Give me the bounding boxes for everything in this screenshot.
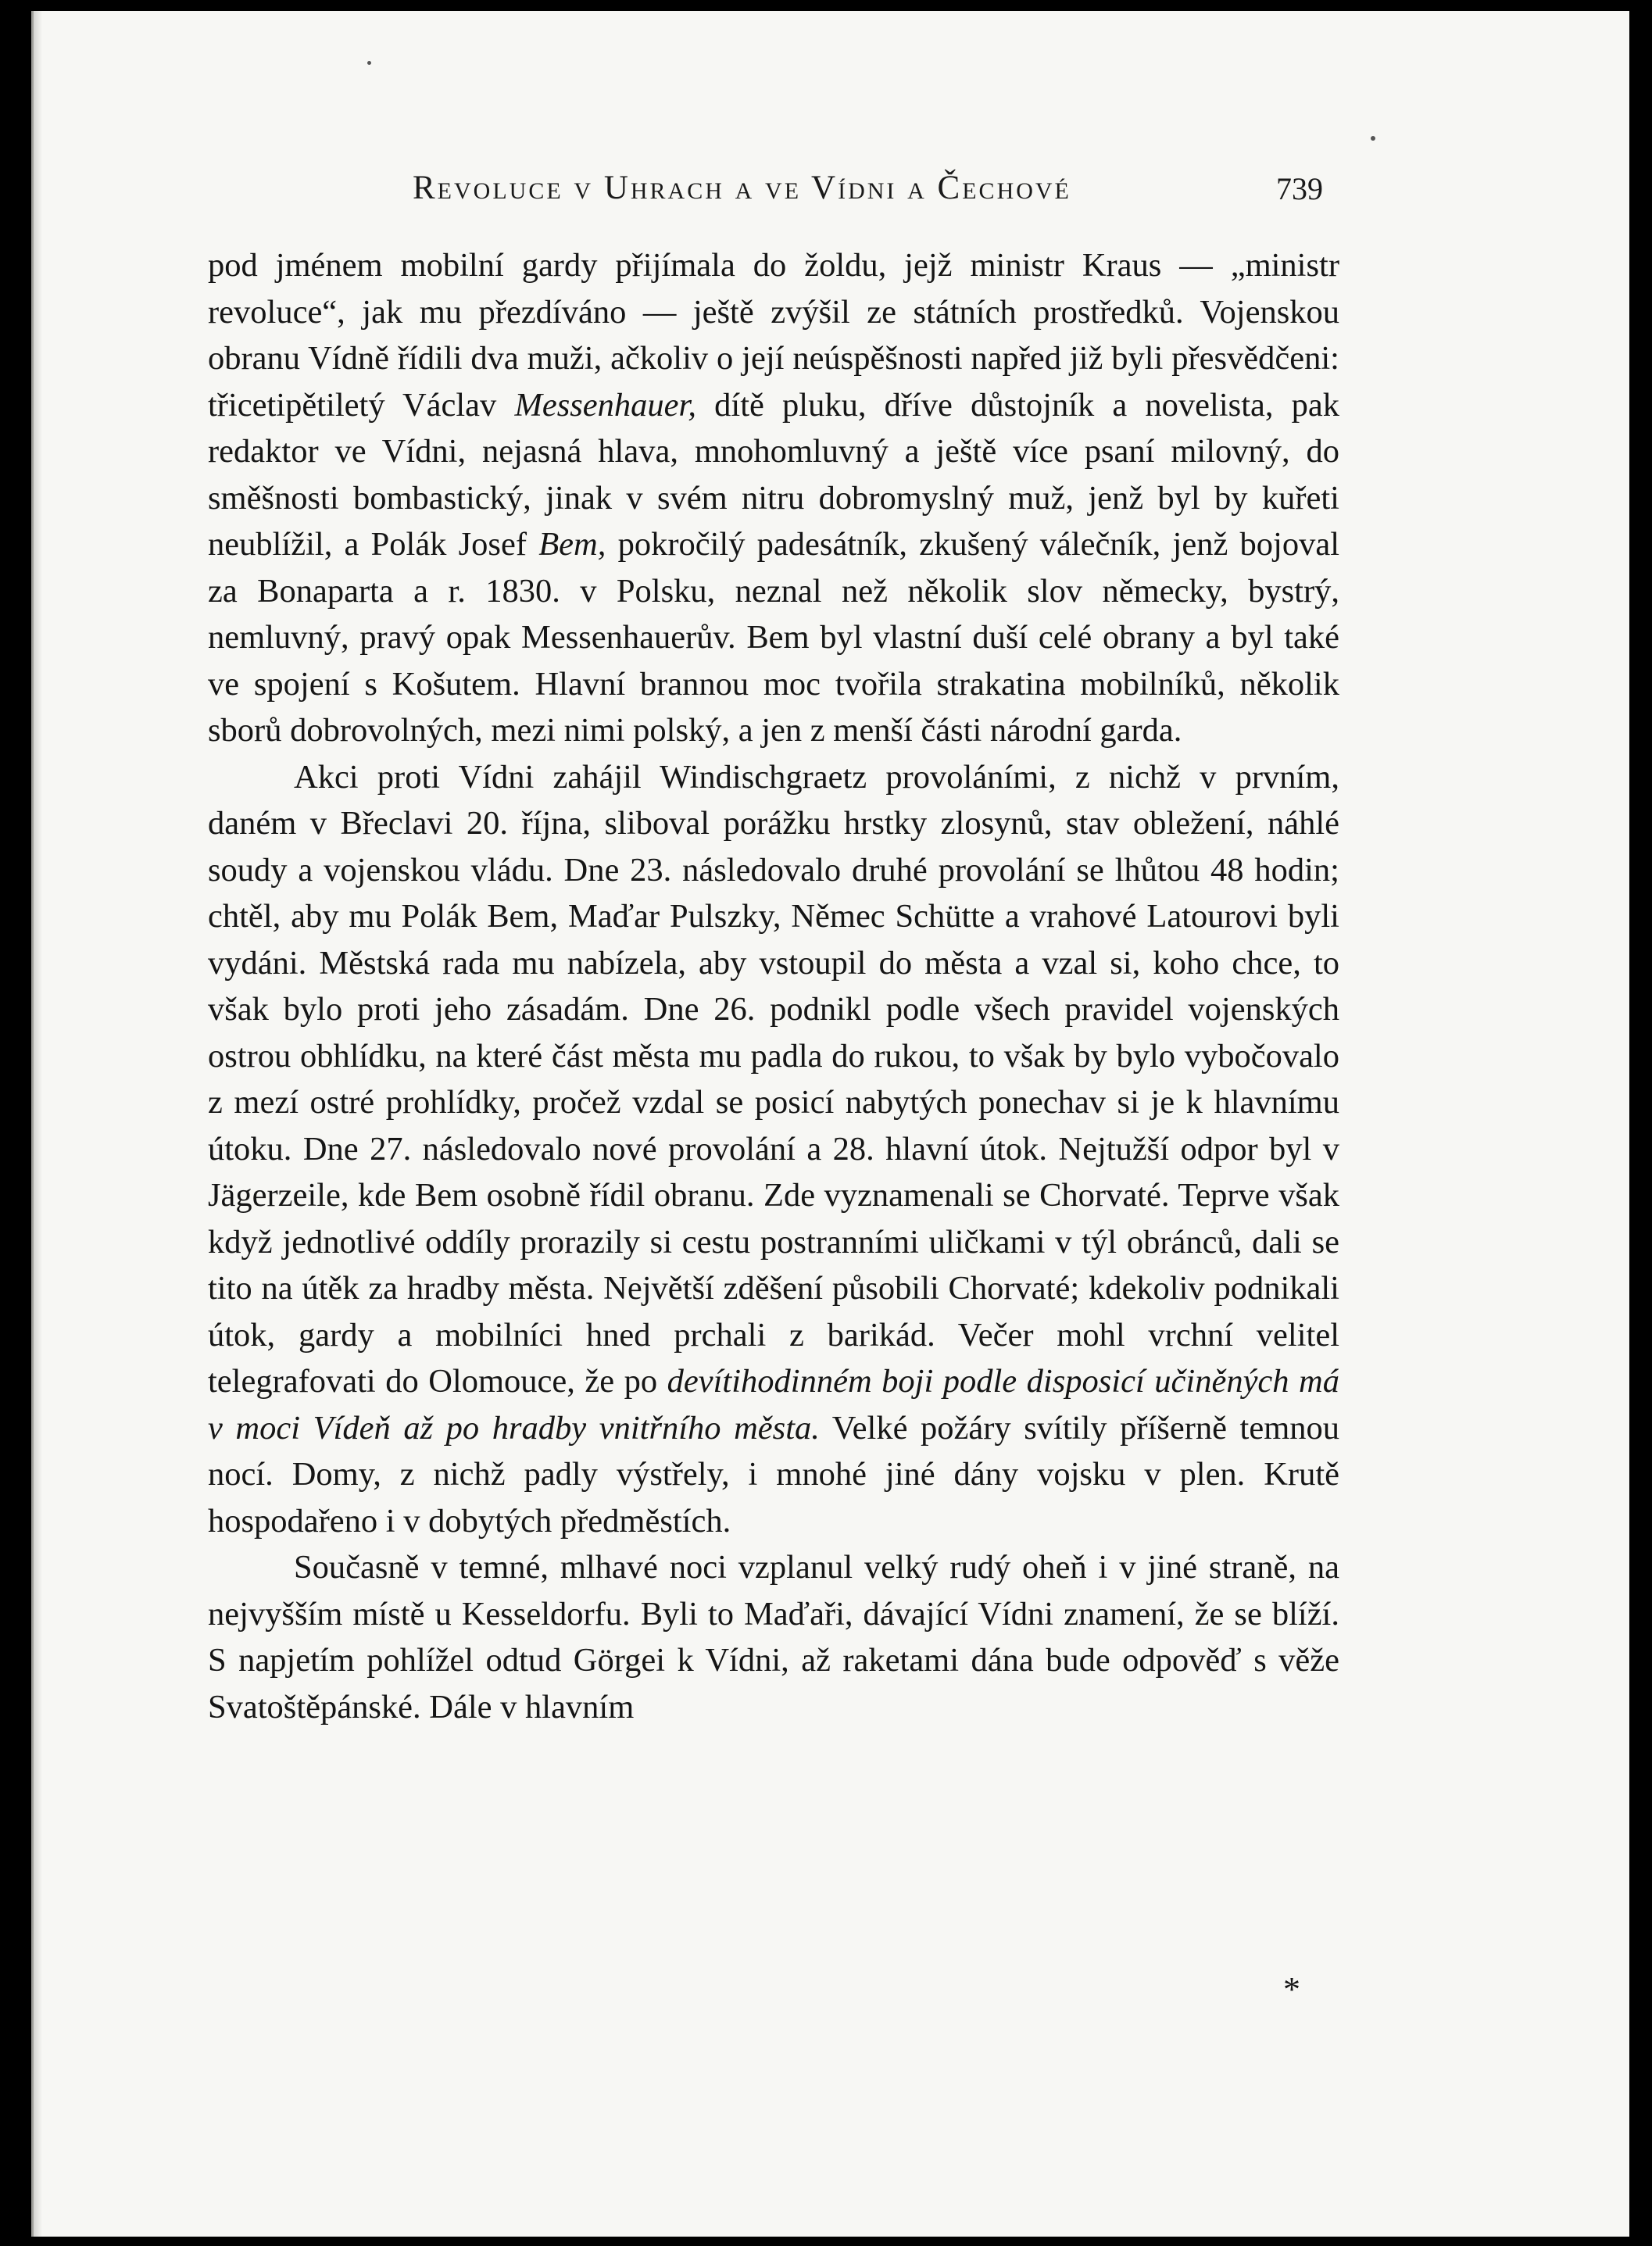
running-head: Revoluce v Uhrach a ve Vídni a Čechové bbox=[413, 170, 1071, 206]
paragraph-1-text: pod jménem mobilní gardy přijímala do žoldu, jejž ministr Kraus — „ministr revoluce“, jak mu přezdíváno — ještě zvýšil ze státních prostředků. Vojenskou obranu Vídně řídili dva muži, ačkoliv o její neúspěšnosti napřed již byli přesvědčeni: třicetipětiletý Václav bbox=[208, 247, 1339, 424]
italic-name-messenhauer: Messenhauer, bbox=[514, 386, 696, 424]
scan-speck bbox=[367, 61, 371, 65]
italic-telegram-quote: devítihodinném boji podle disposicí učiněných má v moci Vídeň až po hradby vnitřního města. bbox=[208, 1363, 1339, 1447]
signature-mark: * bbox=[1283, 1970, 1300, 2008]
paragraph-3 bbox=[208, 1544, 1339, 1730]
page-number: 739 bbox=[1276, 171, 1323, 206]
paragraph-2-text-end: Velké požáry svítily příšerně temnou nocí. Domy, z nichž padly výstřely, i mnohé jiné dány vojsku v plen. Krutě hospodařeno i v dobytých předměstích. bbox=[208, 1409, 1340, 1540]
paragraph-2 bbox=[208, 754, 1339, 1545]
page-gutter-shadow bbox=[31, 11, 42, 2237]
paragraph-1-text-cont: dítě pluku, dříve důstojník a novelista, pak redaktor ve Vídni, nejasná hlava, mnohomluvný a ještě více psaní milovný, do směšnosti bombastický, jinak v svém nitru dobromyslný muž, jenž byl by kuřeti neublížil, a Polák Josef bbox=[208, 386, 1340, 563]
paragraph-1-text-end: pokročilý padesátník, zkušený válečník, jenž bojoval za Bonaparta a r. 1830. v Polsku, neznal než několik slov německy, bystrý, nemluvný, pravý opak Messenhauerův. Bem byl vlastní duší celé obrany a byl také ve spojení s Košutem. Hlavní brannou moc tvořila strakatina mobilníků, několik sborů dobrovolných, mezi nimi polský, a jen z menší části národní garda. bbox=[208, 526, 1339, 749]
paragraph-2-text: Akci proti Vídni zahájil Windischgraetz provoláními, z nichž v prvním, daném v Břeclavi 20. října, sliboval porážku hrstky zlosynů, stav obležení, náhlé soudy a vojenskou vládu. Dne 23. následovalo druhé provolání se lhůtou 48 hodin; chtěl, aby mu Polák Bem, Maďar Pulszky, Němec Schütte a vrahové Latourovi byli vydáni. Městská rada mu nabízela, aby vstoupil do města a vzal si, koho chce, to však bylo proti jeho zásadám. Dne 26. podnikl podle všech pravidel vojenských ostrou obhlídku, na které část města mu padla do rukou, to však by bylo vybočovalo z mezí ostré prohlídky, pročež vzdal se posicí nabytých ponechav si je k hlavnímu útoku. Dne 27. následovalo nové provolání a 28. hlavní útok. Nejtužší odpor byl v Jägerzeile, kde Bem osobně řídil obranu. Zde vyznamenali se Chorvaté. Teprve však když jednotlivé oddíly prorazily si cestu postranními uličkami v týl obránců, dali se tito na útěk za hradby města. Největší zděšení působili Chorvaté; kdekoliv podnikali útok, gardy a mobilníci hned prchali z barikád. Večer mohl vrchní velitel telegrafovati do Olomouce, že po bbox=[208, 758, 1339, 1400]
page-header bbox=[413, 169, 1323, 216]
italic-name-bem: Bem, bbox=[538, 526, 606, 563]
paragraph-1 bbox=[208, 242, 1339, 754]
scan-speck bbox=[1371, 136, 1375, 141]
paragraph-3-text: Současně v temné, mlhavé noci vzplanul velký rudý oheň i v jiné straně, na nejvyšším místě u Kesseldorfu. Byli to Maďaři, dávající Vídni znamení, že se blíží. S napjetím pohlížel odtud Görgei k Vídni, až raketami dána bude odpověď s věže Svatoštěpánské. Dále v hlavním bbox=[208, 1549, 1339, 1726]
body-text bbox=[208, 242, 1339, 1730]
